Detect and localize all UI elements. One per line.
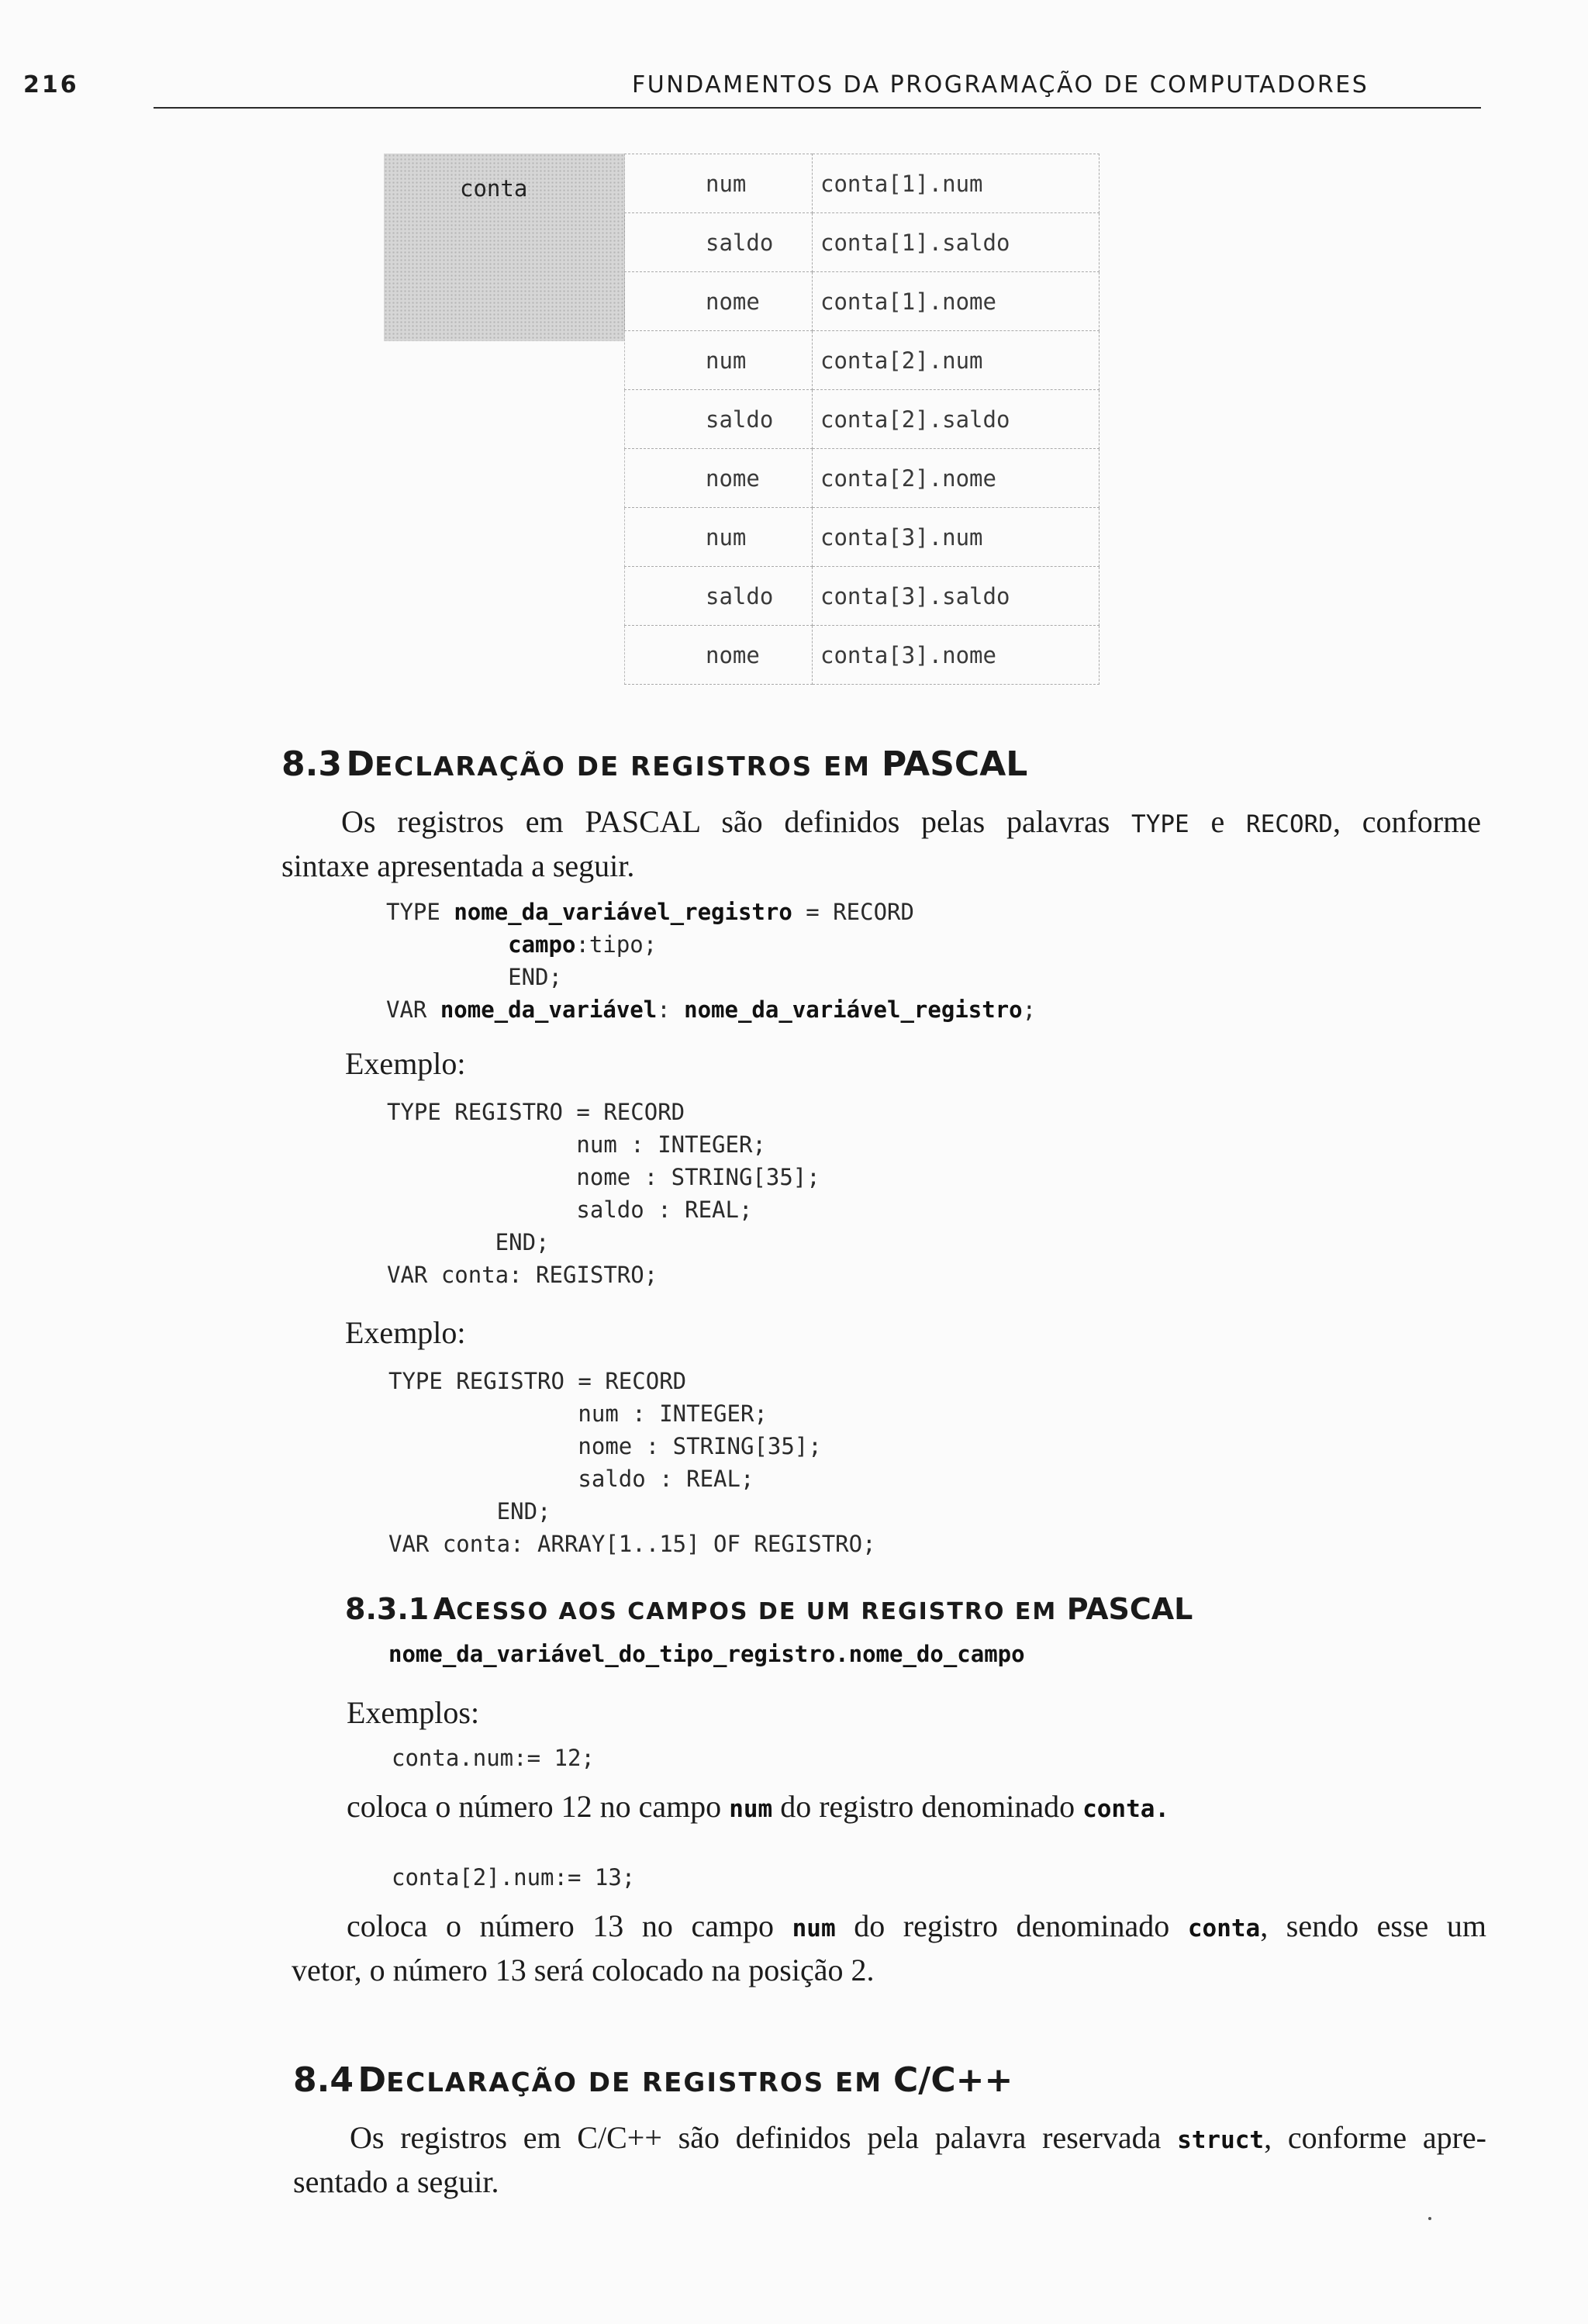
field-path-cell: conta[1].num [813,154,1100,213]
variable-label: conta [460,175,528,202]
field-name-cell: saldo [625,390,813,449]
record-field-row [625,449,1100,508]
section-8-3-intro: Os registros em PASCAL são definidos pelas palavras TYPE e RECORD, conforme sintaxe apresentada a seguir. [281,804,1481,883]
field-path-cell: conta[3].num [813,508,1100,567]
record-field-row [625,567,1100,626]
record-field-row [625,626,1100,685]
field-name-cell: num [625,154,813,213]
field-path-cell: conta[3].nome [813,626,1100,685]
field-name-cell: saldo [625,213,813,272]
speck [1428,2217,1431,2220]
field-name-cell: num [625,331,813,390]
field-name-cell: saldo [625,567,813,626]
field-path-cell: conta[3].saldo [813,567,1100,626]
example-desc-2: coloca o número 13 no campo num do registro denominado conta, sendo esse um vetor, o número 13 será colocado na posição 2. [292,1908,1487,1987]
record-field-row [625,272,1100,331]
example-code-1: conta.num:= 12; [392,1745,595,1771]
page-number: 216 [23,71,79,98]
example-desc-1: coloca o número 12 no campo num do registro denominado conta. [347,1789,1170,1824]
field-path-cell: conta[2].nome [813,449,1100,508]
header-rule [154,107,1481,109]
record-syntax-code: TYPE nome_da_variável_registro = RECORD campo:tipo; END; VAR nome_da_variável: nome_da_variável_registro; [386,899,1037,1023]
record-fields-table [624,154,1100,685]
example-2-code: TYPE REGISTRO = RECORD num : INTEGER; nome : STRING[35]; saldo : REAL; END; VAR conta: ARRAY[1..15] OF REGISTRO; [388,1368,876,1557]
record-field-row [625,213,1100,272]
section-8-3-title: 8.3 DECLARAÇÃO DE REGISTROS EM PASCAL [281,744,1028,784]
section-8-4-intro: Os registros em C/C++ são definidos pela palavra reservada struct, conforme apre- sentado a seguir. [293,2120,1486,2199]
running-header: FUNDAMENTOS DA PROGRAMAÇÃO DE COMPUTADORES [632,71,1369,98]
field-path-cell: conta[2].saldo [813,390,1100,449]
field-name-cell: nome [625,272,813,331]
record-field-row [625,390,1100,449]
field-name-cell: nome [625,449,813,508]
examples-label: Exemplos: [347,1695,480,1730]
field-path-cell: conta[2].num [813,331,1100,390]
example-code-2: conta[2].num:= 13; [392,1864,636,1891]
record-field-row [625,508,1100,567]
field-path-cell: conta[1].nome [813,272,1100,331]
record-field-row [625,331,1100,390]
field-name-cell: nome [625,626,813,685]
field-access-syntax: nome_da_variável_do_tipo_registro.nome_do_campo [388,1641,1025,1667]
field-path-cell: conta[1].saldo [813,213,1100,272]
example-label-2: Exemplo: [345,1315,466,1350]
section-8-4-title: 8.4 DECLARAÇÃO DE REGISTROS EM C/C++ [293,2060,1013,2100]
example-label-1: Exemplo: [345,1046,466,1081]
example-1-code: TYPE REGISTRO = RECORD num : INTEGER; nome : STRING[35]; saldo : REAL; END; VAR conta: REGISTRO; [387,1099,820,1288]
record-field-row [625,154,1100,213]
field-name-cell: num [625,508,813,567]
section-8-3-1-title: 8.3.1 ACESSO AOS CAMPOS DE UM REGISTRO EM PASCAL [345,1592,1193,1626]
